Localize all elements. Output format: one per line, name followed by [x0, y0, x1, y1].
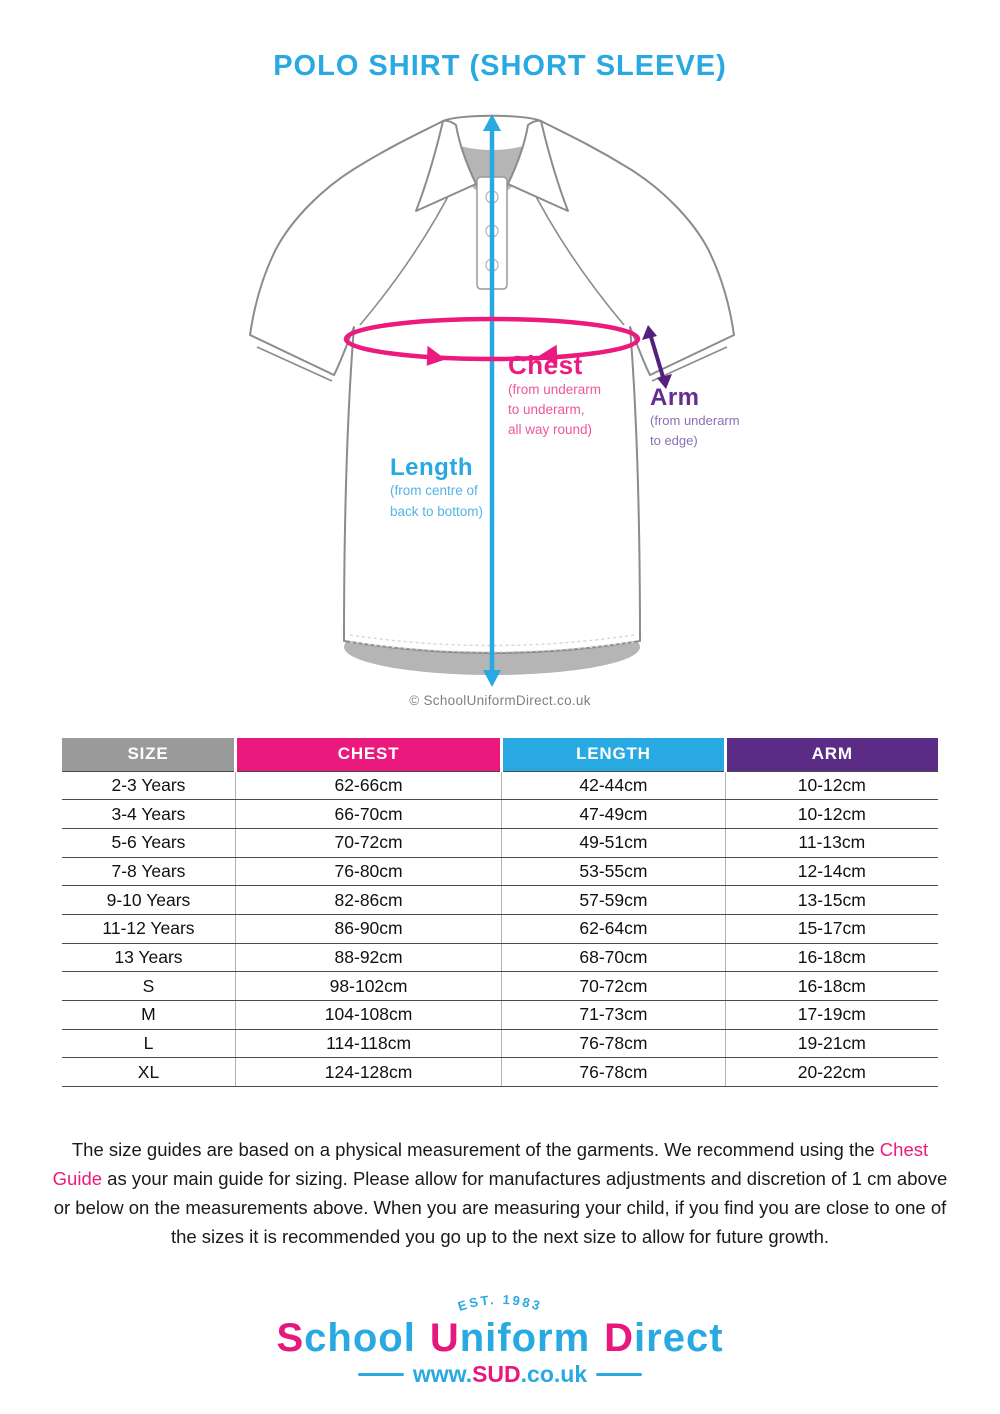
table-row [62, 972, 938, 1001]
length-cell: 76-78cm [502, 1058, 725, 1087]
length-label [390, 455, 483, 522]
chest-guide-highlight: Chest Guide [52, 1139, 929, 1190]
arm-cell: 11-13cm [725, 828, 938, 857]
size-cell: 9-10 Years [62, 886, 235, 915]
arm-cell: 16-18cm [725, 972, 938, 1001]
est-1983-text: EST. 1983 [456, 1292, 545, 1315]
length-cell: 76-78cm [502, 1029, 725, 1058]
length-cell: 42-44cm [502, 771, 725, 800]
length-label-sub: (from centre of back to bottom) [390, 483, 484, 519]
chest-cell: 62-66cm [235, 771, 501, 800]
svg-text:EST. 1983 [456, 1292, 544, 1314]
size-cell: 11-12 Years [62, 914, 235, 943]
size-cell: S [62, 972, 235, 1001]
size-cell: 7-8 Years [62, 857, 235, 886]
url-text[interactable]: www.SUD.co.uk [412, 1361, 588, 1388]
logo-word-school: School [276, 1316, 416, 1361]
arm-cell: 10-12cm [725, 771, 938, 800]
chest-cell: 76-80cm [235, 857, 501, 886]
arm-cell: 15-17cm [725, 914, 938, 943]
size-cell: 3-4 Years [62, 800, 235, 829]
url-dash-left [358, 1373, 404, 1376]
size-guide-table [62, 738, 938, 1087]
arm-label-sub: (from underarm to edge) [650, 413, 740, 448]
table-row [62, 886, 938, 915]
copyright-text: © SchoolUniformDirect.co.uk [409, 693, 591, 708]
arm-cell: 16-18cm [725, 943, 938, 972]
chest-label-sub: (from underarm to underarm, all way round) [508, 381, 602, 438]
arm-cell: 10-12cm [725, 800, 938, 829]
school-uniform-direct-logo [0, 1291, 1000, 1388]
length-cell: 47-49cm [502, 800, 725, 829]
size-cell: 13 Years [62, 943, 235, 972]
logo-word-uniform: Uniform [429, 1316, 591, 1361]
table-row [62, 914, 938, 943]
header-arm: ARM [725, 738, 938, 771]
logo-word-direct: Direct [604, 1316, 724, 1361]
arm-label-title: Arm [650, 384, 700, 411]
table-row [62, 857, 938, 886]
header-chest: CHEST [235, 738, 501, 771]
size-cell: 2-3 Years [62, 771, 235, 800]
table-row [62, 1058, 938, 1087]
size-cell: XL [62, 1058, 235, 1087]
chest-cell: 66-70cm [235, 800, 501, 829]
arm-label [650, 385, 740, 450]
sizing-note [48, 1135, 953, 1251]
table-row [62, 1029, 938, 1058]
arm-cell: 13-15cm [725, 886, 938, 915]
chest-label-title: Chest [508, 350, 583, 380]
chest-cell: 114-118cm [235, 1029, 501, 1058]
arm-cell: 20-22cm [725, 1058, 938, 1087]
url-dash-right [596, 1373, 642, 1376]
chest-label [508, 351, 601, 440]
chest-cell: 88-92cm [235, 943, 501, 972]
header-length: LENGTH [502, 738, 725, 771]
table-row [62, 1001, 938, 1030]
length-cell: 53-55cm [502, 857, 725, 886]
length-cell: 71-73cm [502, 1001, 725, 1030]
table-header-row [62, 738, 938, 771]
arm-cell: 19-21cm [725, 1029, 938, 1058]
note-text-after: as your main guide for sizing. Please allow for manufactures adjustments and discretion of 1 cm above or below on the measurements above. When you are measuring your child, if you find you are close to one of the sizes it is recommended you go up to the next size to allow for future growth. [53, 1168, 948, 1248]
table-row [62, 828, 938, 857]
length-cell: 70-72cm [502, 972, 725, 1001]
est-1983-arc [0, 1291, 1000, 1317]
page-title: POLO SHIRT (SHORT SLEEVE) [273, 50, 727, 82]
polo-shirt-diagram [230, 107, 770, 707]
logo-url[interactable] [0, 1361, 1000, 1388]
length-cell: 62-64cm [502, 914, 725, 943]
table-row [62, 943, 938, 972]
chest-cell: 98-102cm [235, 972, 501, 1001]
logo-wordmark [0, 1317, 1000, 1359]
length-cell: 68-70cm [502, 943, 725, 972]
length-cell: 57-59cm [502, 886, 725, 915]
chest-cell: 86-90cm [235, 914, 501, 943]
chest-cell: 70-72cm [235, 828, 501, 857]
chest-cell: 104-108cm [235, 1001, 501, 1030]
header-size: SIZE [62, 738, 235, 771]
table-row [62, 800, 938, 829]
arm-cell: 17-19cm [725, 1001, 938, 1030]
size-cell: L [62, 1029, 235, 1058]
length-label-title: Length [390, 454, 473, 481]
table-row [62, 771, 938, 800]
note-text-before: The size guides are based on a physical measurement of the garments. We recommend using the [71, 1139, 880, 1161]
arm-cell: 12-14cm [725, 857, 938, 886]
chest-cell: 124-128cm [235, 1058, 501, 1087]
length-cell: 49-51cm [502, 828, 725, 857]
chest-cell: 82-86cm [235, 886, 501, 915]
size-cell: 5-6 Years [62, 828, 235, 857]
size-cell: M [62, 1001, 235, 1030]
